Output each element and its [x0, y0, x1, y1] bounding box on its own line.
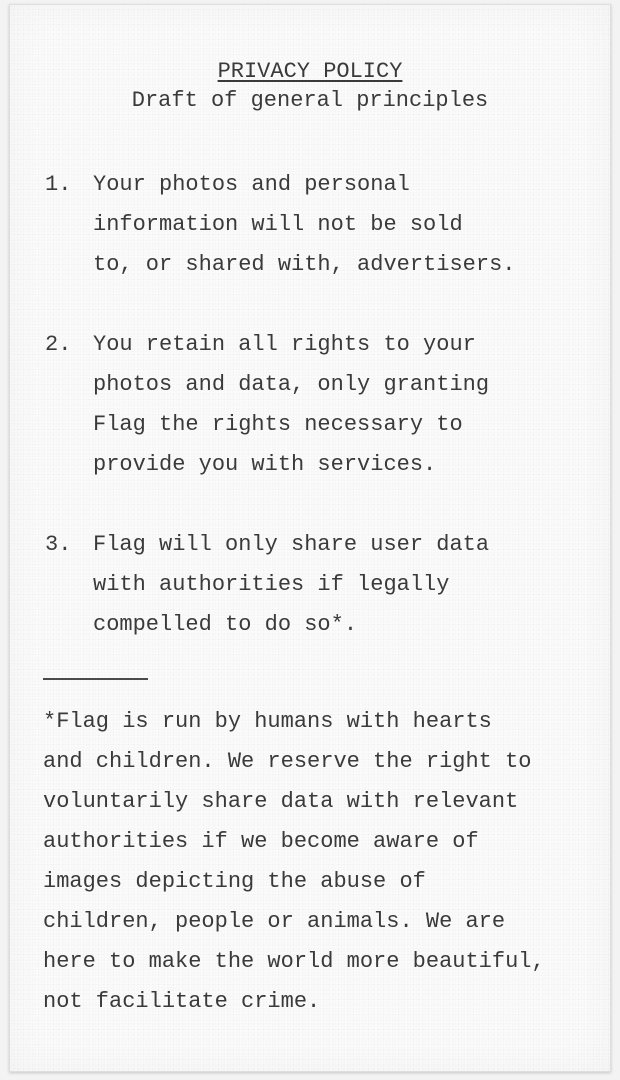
item-line: compelled to do so*.	[93, 612, 358, 637]
item-line: Flag will only share user data	[93, 532, 490, 557]
page-title: PRIVACY POLICY	[217, 59, 403, 84]
item-line: provide you with services.	[93, 452, 437, 477]
item-number: 2.	[45, 332, 72, 357]
footnote-line: not facilitate crime.	[43, 989, 321, 1014]
footnote-line: *Flag is run by humans with hearts	[43, 709, 492, 734]
item-number: 3.	[45, 532, 72, 557]
item-text	[93, 325, 563, 485]
item-line: information will not be sold	[93, 212, 463, 237]
item-line: photos and data, only granting	[93, 372, 490, 397]
footnote-divider	[43, 678, 148, 680]
item-text	[93, 165, 563, 285]
page-subtitle: Draft of general principles	[131, 88, 489, 113]
item-text	[93, 525, 563, 645]
item-line: Flag the rights necessary to	[93, 412, 463, 437]
item-number: 1.	[45, 172, 72, 197]
footnote-line: here to make the world more beautiful,	[43, 949, 545, 974]
footnote	[43, 702, 588, 1022]
footnote-line: children, people or animals. We are	[43, 909, 506, 934]
item-line: You retain all rights to your	[93, 332, 476, 357]
footnote-line: and children. We reserve the right to	[43, 749, 532, 774]
item-line: with authorities if legally	[93, 572, 450, 597]
footnote-line: images depicting the abuse of	[43, 869, 426, 894]
item-line: Your photos and personal	[93, 172, 410, 197]
item-line: to, or shared with, advertisers.	[93, 252, 516, 277]
footnote-line: authorities if we become aware of	[43, 829, 479, 854]
footnote-line: voluntarily share data with relevant	[43, 789, 519, 814]
